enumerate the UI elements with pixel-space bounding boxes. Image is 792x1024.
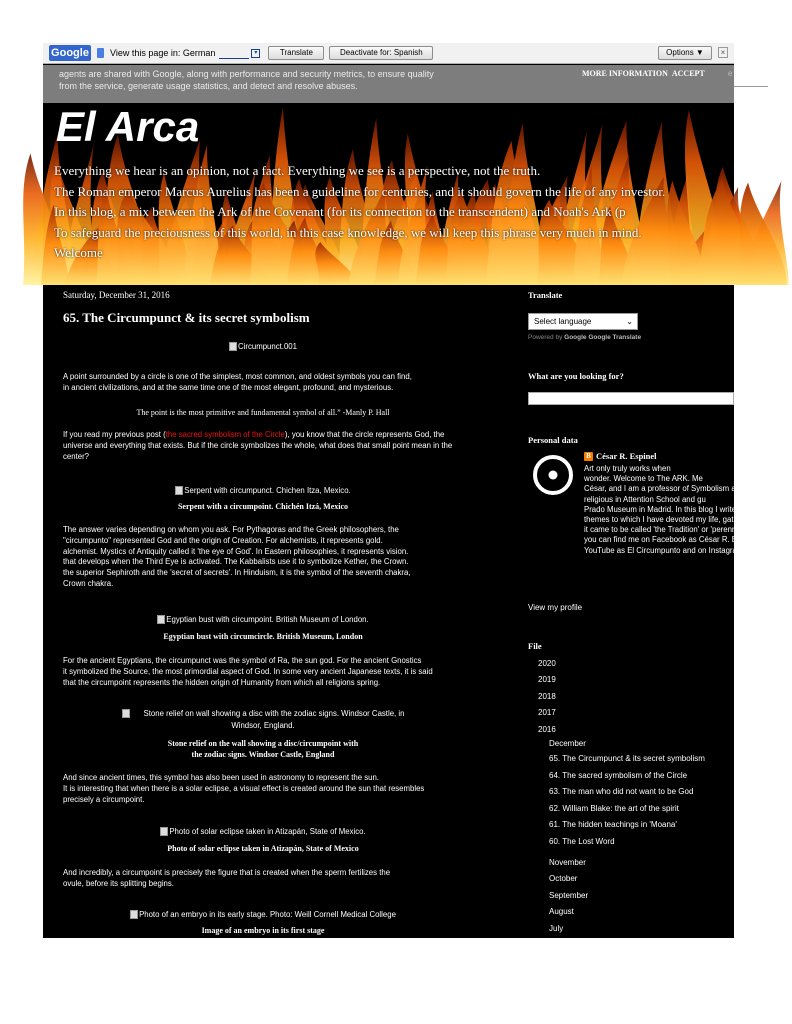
text-line: And since ancient times, this symbol has also been used in astronomy to represent the sun. — [63, 773, 379, 782]
image-caption: Photo of solar eclipse taken in Atizapán, State of Mexico — [167, 844, 359, 853]
post-title[interactable]: 65. The Circumpunct & its secret symbolism — [63, 310, 310, 325]
paragraph — [63, 868, 463, 890]
caption-line: Stone relief on the wall showing a disc/circumpoint with — [167, 739, 359, 748]
image-alt-text: Windsor, England. — [231, 721, 295, 730]
archive-post-link[interactable]: 62. William Blake: the art of the spirit — [549, 804, 679, 813]
archive-month-link[interactable]: May — [549, 957, 565, 966]
cookie-text — [59, 68, 489, 92]
image-alt-text: Photo of an embryo in its early stage. Photo: Weill Cornell Medical College — [139, 910, 396, 919]
archive-year-link[interactable]: 2020 — [538, 659, 556, 668]
google-label: Google — [564, 334, 587, 341]
broken-image-icon — [122, 709, 130, 718]
sidebar — [528, 285, 792, 982]
image-caption — [63, 738, 463, 760]
translate-button[interactable]: Translate — [268, 46, 324, 60]
image-alt-text: Circumpunct.001 — [238, 342, 297, 351]
text-line: The answer varies depending on whom you ask. For Pythagoras and the Greek philosophers, the — [63, 525, 399, 534]
chevron-down-icon: ⌄ — [626, 317, 633, 326]
powered-by — [528, 334, 641, 341]
archive-month-link[interactable]: December — [549, 739, 586, 748]
post-image — [63, 486, 463, 497]
deactivate-button[interactable]: Deactivate for: Spanish — [329, 46, 433, 60]
about-line: you can find me on Facebook as César R. Esp — [584, 535, 746, 545]
translate-bar — [43, 43, 734, 64]
search-input[interactable] — [528, 392, 734, 405]
post-image — [63, 827, 463, 838]
text-line: A point surrounded by a circle is one of the simplest, most common, and oldest symbols you can find, — [63, 372, 412, 381]
text-line: center? — [63, 451, 90, 461]
broken-image-icon — [157, 615, 165, 624]
paragraph — [63, 656, 463, 688]
archive-month-link[interactable]: September — [549, 891, 589, 900]
cookie-line: agents are shared with Google, along with performance and security metrics, to ensure quality — [59, 69, 434, 79]
browser-page — [43, 43, 792, 982]
about-line: Art only truly works when — [584, 464, 671, 473]
paragraph — [63, 525, 463, 590]
paragraph — [63, 773, 463, 805]
text-line: It is interesting that when there is a solar eclipse, a visual effect is created around the sun that resembles — [63, 783, 425, 793]
divider — [734, 86, 768, 87]
about-line: it came to be called 'the Tradition' or 'perennial philosophy'. I — [584, 525, 792, 535]
archive-year-link[interactable]: 2017 — [538, 708, 556, 717]
text-line: precisely a circumpoint. — [63, 794, 145, 804]
archive-month-link[interactable]: June — [549, 940, 567, 949]
image-caption: Egyptian bust with circumcircle. British Museum, London — [163, 632, 363, 641]
target-language-field[interactable] — [219, 48, 249, 59]
archive-month-link[interactable]: October — [549, 874, 578, 883]
archive-widget-title: File — [528, 641, 542, 651]
quote: The point is the most primitive and fundamental symbol of all.” -Manly P. Hall — [136, 408, 390, 417]
previous-post-link[interactable]: the sacred symbolism of the Circle — [165, 430, 285, 439]
image-alt-text: Egyptian bust with circumpoint. British Museum of London. — [166, 615, 369, 624]
broken-image-icon — [130, 910, 138, 919]
text-line: in ancient civilizations, and at the same time one of the most elegant, profound, and mysterious. — [63, 382, 394, 392]
about-line: themes to which I have devoted my life, gathered all — [584, 515, 764, 525]
archive-post-link[interactable]: 65. The Circumpunct & its secret symbolism — [549, 754, 705, 763]
about-line: César, and I am a professor of Symbolism an — [584, 484, 741, 494]
text-span: ), you know that the circle represents God, the — [284, 430, 445, 439]
translate-widget-title: Translate — [528, 290, 563, 300]
post-image — [63, 910, 463, 921]
archive-post-link[interactable]: 60. The Lost Word — [549, 837, 615, 846]
image-alt-text: Stone relief on wall showing a disc with the zodiac signs. Windsor Castle, in — [143, 709, 405, 718]
blog-header — [43, 103, 734, 285]
image-caption: Serpent with a circumpoint. Chichén Itzá, Mexico — [177, 502, 349, 511]
edge-text: e — [728, 69, 733, 78]
options-button[interactable]: Options ▼ — [658, 46, 712, 60]
text-line: "circumpunto" represented God and the origin of Creation. For alchemists, it represents gold. — [63, 535, 383, 545]
archive-year-link[interactable]: 2019 — [538, 675, 556, 684]
about-line: YouTube as El Circumpunto and on Instagram as — [584, 545, 754, 555]
post-image — [63, 709, 463, 730]
text-line: it symbolized the Source, the most primordial aspect of God. In some very ancient Japanese texts, it is said — [63, 666, 433, 676]
post-image — [63, 342, 463, 353]
more-info-link[interactable]: MORE INFORMATION — [582, 69, 668, 78]
broken-image-icon — [175, 486, 183, 495]
author-name-text: César R. Espinel — [596, 451, 657, 461]
text-line: Crown chakra. — [63, 578, 114, 588]
language-select-value: Select language — [534, 317, 592, 326]
view-page-label: View this page in: German — [110, 48, 216, 58]
text-line: For the ancient Egyptians, the circumpunct was the symbol of Ra, the sun god. For the ancient Gnostics — [63, 656, 422, 665]
archive-month-link[interactable]: abril — [549, 973, 565, 982]
text-line: that develops when the Third Eye is activated. The Kabbalists use it to symbolize Kether, the Crown. — [63, 557, 409, 567]
accept-button[interactable]: ACCEPT — [671, 69, 705, 78]
about-line: wonder. Welcome to The ARK. Me — [584, 474, 703, 484]
caption-line: the zodiac signs. Windsor Castle, England — [191, 750, 335, 759]
blogger-icon: B — [584, 452, 593, 461]
text-line: And incredibly, a circumpoint is precisely the figure that is created when the sperm fertilizes the — [63, 868, 391, 877]
view-profile-link[interactable]: View my profile — [528, 603, 583, 612]
description-line: To safeguard the preciousness of this world, in this case knowledge, we will keep this phrase very much in mind. — [54, 224, 642, 240]
google-logo: Google — [49, 45, 91, 61]
cookie-line: from the service, generate usage statistics, and detect and resolve abuses. — [59, 81, 358, 91]
main-column — [43, 285, 513, 938]
description-line: Everything we hear is an opinion, not a fact. Everything we see is a perspective, not the truth. — [54, 163, 541, 178]
text-line: alchemist. Mystics of Antiquity called it 'the eye of God'. In Eastern philosophies, it represents vision. — [63, 546, 409, 556]
chevron-down-icon[interactable]: ▾ — [251, 49, 260, 58]
cookie-actions — [582, 69, 709, 78]
cookie-notice — [43, 65, 734, 103]
search-widget-title: What are you looking for? — [528, 371, 624, 381]
description-line: In this blog, a mix between the Ark of the Covenant (for its connection to the transcendent) and Noah's Ark (p — [54, 204, 626, 219]
language-select[interactable] — [528, 313, 638, 330]
archive-month-link[interactable]: November — [549, 858, 586, 867]
blog-description — [54, 161, 734, 264]
author-about — [584, 464, 792, 556]
blog-title[interactable]: El Arca — [56, 103, 200, 150]
text-line: that the circumpoint represents the hidden origin of Humanity from which all religions spring. — [63, 677, 381, 687]
close-icon[interactable]: × — [718, 47, 728, 58]
broken-image-icon — [160, 827, 168, 836]
text-line: ovule, before its splitting begins. — [63, 878, 174, 888]
archive-month-link[interactable]: July — [549, 924, 564, 933]
about-line: Prado Museum in Madrid. In this blog I write about — [584, 504, 758, 514]
powered-by-label: Powered by — [528, 334, 563, 341]
archive-post-link[interactable]: 61. The hidden teachings in 'Moana' — [549, 820, 677, 829]
author-name[interactable] — [584, 451, 657, 461]
text-line: universe and everything that exists. But if the circle symbolizes the whole, what does that small point mean in the — [63, 440, 453, 450]
post-date: Saturday, December 31, 2016 — [63, 290, 170, 300]
archive-month-link[interactable]: August — [549, 907, 574, 916]
text-span: If you read my previous post ( — [63, 430, 166, 439]
archive-year-link[interactable]: 2018 — [538, 692, 556, 701]
paragraph — [63, 372, 463, 394]
archive-year-link[interactable]: 2016 — [538, 725, 556, 734]
image-caption: Image of an embryo in its first stage — [201, 926, 325, 935]
image-alt-text: Serpent with circumpunct. Chichen Itza, Mexico. — [184, 486, 351, 495]
avatar[interactable] — [530, 452, 576, 498]
translate-icon — [97, 48, 104, 58]
google-translate-link[interactable]: Google Translate — [588, 334, 642, 341]
description-line: Welcome — [54, 245, 103, 260]
paragraph — [63, 430, 463, 462]
image-alt-text: Photo of solar eclipse taken in Atizapán, State of Mexico. — [169, 827, 366, 836]
description-line: The Roman emperor Marcus Aurelius has been a guideline for centuries, and it should govern the life of any investor. — [54, 183, 666, 199]
text-line: the superior Sephiroth and the 'secret of secrets'. In Hinduism, it is the symbol of the seventh chakra, — [63, 568, 411, 578]
broken-image-icon — [229, 342, 237, 351]
profile-widget-title: Personal data — [528, 435, 578, 445]
archive-post-link[interactable]: 64. The sacred symbolism of the Circle — [549, 771, 688, 780]
archive-post-link[interactable]: 63. The man who did not want to be God — [549, 787, 694, 796]
post-image — [63, 615, 463, 626]
about-line: religious in Attention School and gu — [584, 494, 706, 504]
